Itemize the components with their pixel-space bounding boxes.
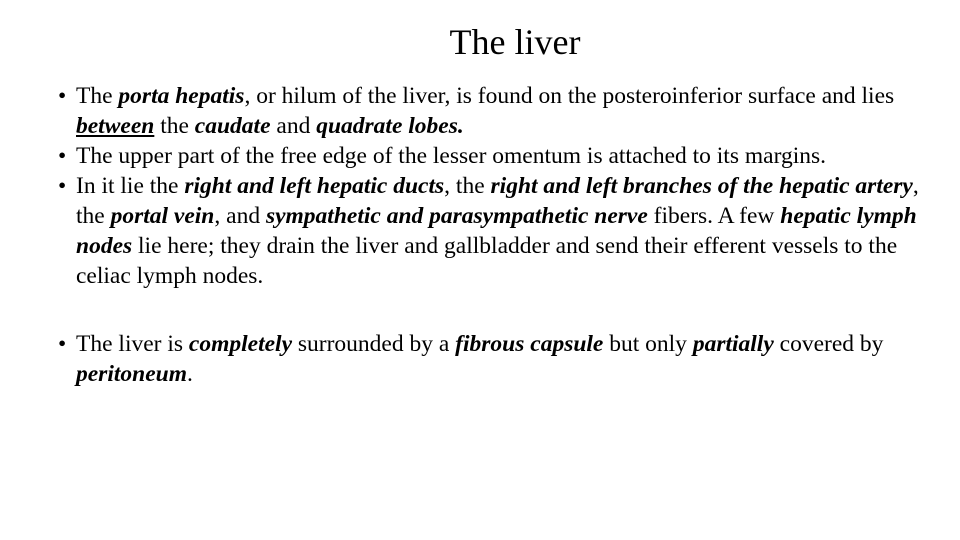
bullet-marker: •: [58, 331, 67, 357]
text-segment: In it lie the: [76, 173, 185, 199]
text-segment: , the: [76, 173, 919, 229]
emphasis-hepatic-artery: right and left branches of the hepatic artery: [490, 173, 913, 199]
emphasis-fibrous-capsule: fibrous capsule: [455, 331, 604, 357]
emphasis-caudate: caudate: [194, 113, 271, 139]
text-segment: and: [270, 113, 317, 139]
bullet-porta-hepatis: [58, 81, 943, 141]
emphasis-lymph-nodes: hepatic lymph nodes: [76, 203, 917, 259]
text-segment: , or hilum of the liver, is found on the posteroinferior surface and lies: [244, 83, 895, 109]
bullet-list: [58, 81, 943, 389]
bullet-marker: •: [58, 143, 67, 169]
emphasis-nerve: sympathetic and parasympathetic nerve: [265, 203, 648, 229]
bullet-lesser-omentum: [58, 141, 943, 171]
emphasis-completely: completely: [188, 331, 292, 357]
emphasis-between: between: [76, 113, 155, 139]
text-segment: surrounded by a: [292, 331, 456, 357]
bullet-structures: [58, 171, 943, 291]
bullet-marker: •: [58, 173, 67, 199]
text-segment: , and: [214, 203, 266, 229]
emphasis-peritoneum: peritoneum: [76, 361, 187, 387]
slide-title: The liver: [449, 22, 581, 62]
text-segment: The upper part of the free edge of the lesser omentum is attached to its margins.: [76, 143, 827, 169]
bullet-capsule: [58, 329, 943, 389]
text-segment: covered by: [773, 331, 884, 357]
text-segment: the: [154, 113, 195, 139]
emphasis-quadrate-lobes: quadrate lobes.: [316, 113, 464, 139]
emphasis-portal-vein: portal vein: [110, 203, 215, 229]
emphasis-porta-hepatis: porta hepatis: [118, 83, 245, 109]
text-segment: .: [186, 361, 193, 387]
text-segment: fibers. A few: [647, 203, 781, 229]
text-segment: The: [76, 83, 119, 109]
text-segment: but only: [603, 331, 693, 357]
text-segment: The liver is: [76, 331, 189, 357]
emphasis-partially: partially: [692, 331, 774, 357]
emphasis-hepatic-ducts: right and left hepatic ducts: [184, 173, 445, 199]
bullet-marker: •: [58, 83, 67, 109]
text-segment: lie here; they drain the liver and gallbladder and send their efferent vessels to the celiac lymph nodes.: [76, 233, 898, 289]
text-segment: , the: [444, 173, 491, 199]
